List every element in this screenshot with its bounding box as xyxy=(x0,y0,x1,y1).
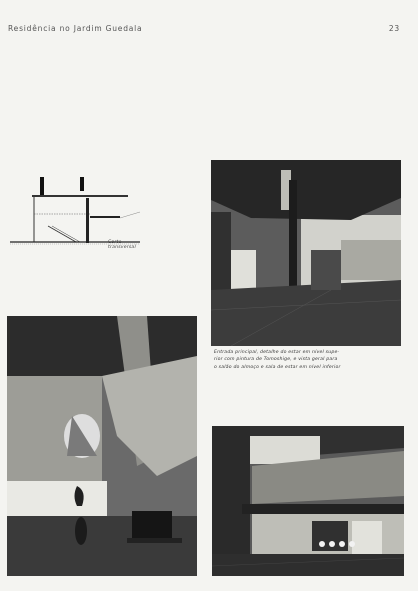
cross-section-drawing xyxy=(8,172,148,248)
section-caption: Corte transversal xyxy=(108,240,136,250)
photo-living-painting xyxy=(7,316,197,576)
photo-caption xyxy=(214,349,404,371)
photo-entrance-upper-living xyxy=(211,160,401,346)
page-number: 23 xyxy=(388,24,400,33)
page-header-title: Residência no Jardim Guedala xyxy=(8,24,143,33)
photo-dining-room xyxy=(212,426,404,576)
photo-caption-line: rior com pintura de Tomoshige, e vista geral para xyxy=(214,357,338,363)
photo-caption-line: o salão do almoço e sala de estar em nível inferior xyxy=(214,364,341,370)
photo-caption-line: Entrada principal, detalhe do estar em nível supe- xyxy=(214,350,340,355)
